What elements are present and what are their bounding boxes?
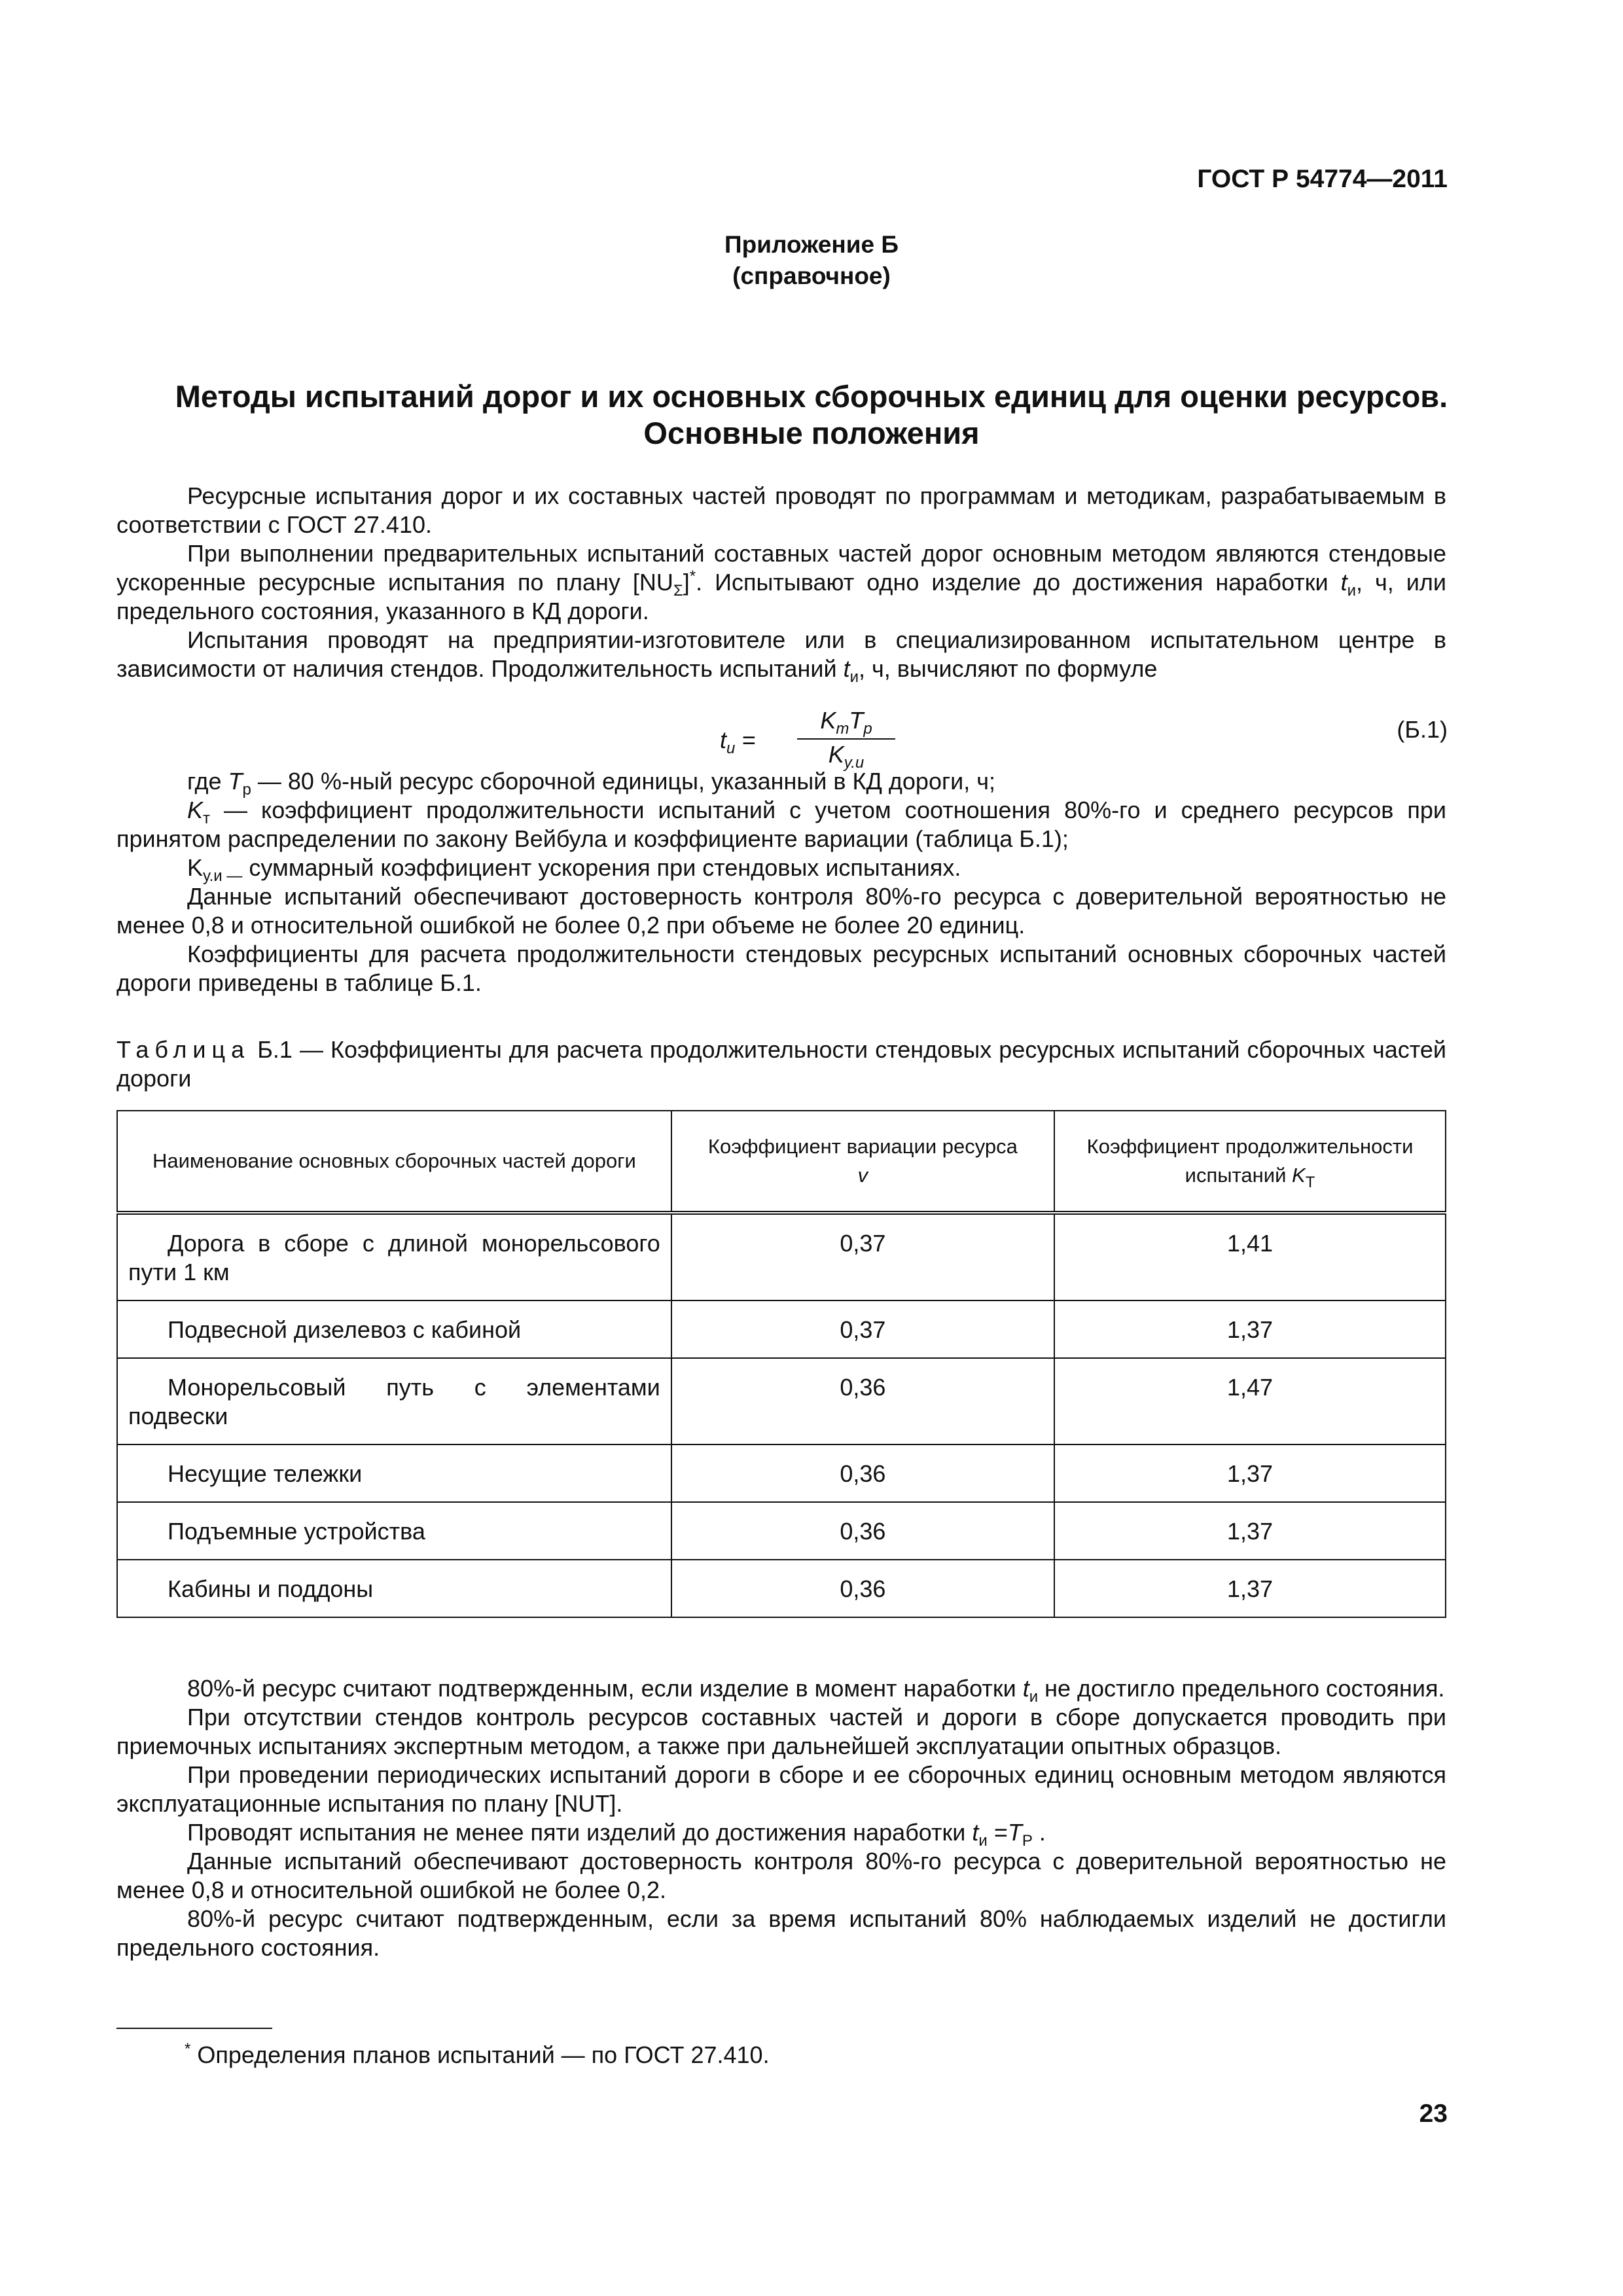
table-row	[117, 1444, 1446, 1502]
fraction-bar	[797, 738, 895, 740]
table-row	[117, 1560, 1446, 1617]
page-title: Методы испытаний дорог и их основных сборочных единиц для оценки ресурсов. Основные положения	[175, 379, 1448, 450]
paragraph: При отсутствии стендов контроль ресурсов составных частей и дороги в сборе допускается проводить при приемочных испытаниях экспертным методом, а также при дальнейшей эксплуатации опытных образцов.	[116, 1704, 1446, 1759]
table-caption: Таблица Б.1 — Коэффициенты для расчета продолжительности стендовых ресурсных испытаний сборочных частей дороги	[116, 1036, 1446, 1092]
formula-lhs: $t_и$ =	[720, 726, 756, 757]
formula-explanation	[116, 767, 1446, 997]
duration-value: 1,41	[1054, 1213, 1446, 1300]
duration-value: 1,37	[1054, 1560, 1446, 1617]
appendix-note: (справочное)	[732, 262, 891, 289]
paragraph: Испытания проводят на предприятии-изготовителе или в специализированном испытательном центре в зависимости от наличия стендов. Продолжительность испытаний $t_и$, ч, вычисляют по формуле	[116, 626, 1446, 686]
appendix-heading	[0, 229, 1623, 292]
part-name: Дорога в сборе с длиной монорельсового пути 1 км	[117, 1213, 671, 1300]
duration-value: 1,37	[1054, 1444, 1446, 1502]
table-row	[117, 1213, 1446, 1300]
paragraph: Коэффициенты для расчета продолжительности стендовых ресурсных испытаний основных сборочных частей дороги приведены в таблице Б.1.	[116, 941, 1446, 996]
appendix-label: Приложение Б	[724, 231, 899, 258]
formula-fraction	[797, 707, 895, 771]
part-name: Несущие тележки	[117, 1444, 671, 1502]
footnote: * Определения планов испытаний — по ГОСТ 27.410.	[185, 2040, 770, 2068]
footnote-separator	[116, 2028, 272, 2029]
formula-number: (Б.1)	[1397, 716, 1448, 743]
variation-value: 0,36	[671, 1444, 1054, 1502]
table-row	[117, 1300, 1446, 1358]
variation-value: 0,36	[671, 1358, 1054, 1444]
coefficients-table	[116, 1110, 1446, 1618]
table-row	[117, 1358, 1446, 1444]
kt-definition: $K_т$ — коэффициент продолжительности испытаний с учетом соотношения 80%-го и среднего ресурсов при принятом распределении по закону Вейбула и коэффициенте вариации (таблица Б.1);	[116, 797, 1446, 852]
variation-value: 0,37	[671, 1213, 1054, 1300]
variation-value: 0,37	[671, 1300, 1054, 1358]
where-line: где $T_р$ — 80 %-ный ресурс сборочной единицы, указанный в КД дороги, ч;	[187, 768, 995, 798]
paragraph: Данные испытаний обеспечивают достоверность контроля 80%-го ресурса с доверительной вероятностью не менее 0,8 и относительной ошибкой не более 0,2.	[116, 1848, 1446, 1903]
intro-text	[116, 482, 1446, 686]
paragraph: 80%-й ресурс считают подтвержденным, если за время испытаний 80% наблюдаемых изделий не достигли предельного состояния.	[116, 1905, 1446, 1961]
after-table-text	[116, 1674, 1446, 1962]
paragraph: Ресурсные испытания дорог и их составных частей проводят по программам и методикам, разрабатываемым в соответствии с ГОСТ 27.410.	[116, 482, 1446, 538]
duration-value: 1,37	[1054, 1502, 1446, 1560]
header-part-name: Наименование основных сборочных частей дороги	[117, 1111, 671, 1213]
standard-code: ГОСТ Р 54774—2011	[1197, 165, 1448, 193]
table-header-row	[117, 1111, 1446, 1213]
header-duration: Коэффициент продолжительности испытаний $K_Т$	[1054, 1111, 1446, 1213]
paragraph: При выполнении предварительных испытаний составных частей дорог основным методом являются стендовые ускоренные ресурсные испытания по плану $[NU_\Sigma]^*$. Испытывают одно изделие до достижения наработки $t_и$, ч, или предельного состояния, указанного в КД дороги.	[116, 540, 1446, 624]
ky-definition: $K_{у.и —}$ суммарный коэффициент ускорения при стендовых испытаниях.	[187, 854, 961, 885]
formula-denominator: $K_{у.и}$	[828, 741, 865, 772]
formula-numerator: $K_тT_р$	[820, 707, 872, 738]
paragraph: Данные испытаний обеспечивают достоверность контроля 80%-го ресурса с доверительной вероятностью не менее 0,8 и относительной ошибкой не более 0,2 при объеме не более 20 единиц.	[116, 883, 1446, 939]
duration-value: 1,47	[1054, 1358, 1446, 1444]
paragraph: При проведении периодических испытаний дороги в сборе и ее сборочных единиц основным методом являются эксплуатационные испытания по плану [NUT].	[116, 1761, 1446, 1817]
variation-value: 0,36	[671, 1560, 1054, 1617]
paragraph: Проводят испытания не менее пяти изделий до достижения наработки $t_и =T_Р$ .	[187, 1819, 1046, 1850]
variation-value: 0,36	[671, 1502, 1054, 1560]
part-name: Подвесной дизелевоз с кабиной	[117, 1300, 671, 1358]
duration-value: 1,37	[1054, 1300, 1446, 1358]
part-name: Монорельсовый путь с элементами подвески	[117, 1358, 671, 1444]
header-variation: Коэффициент вариации ресурса v	[671, 1111, 1054, 1213]
part-name: Кабины и поддоны	[117, 1560, 671, 1617]
paragraph: 80%-й ресурс считают подтвержденным, если изделие в момент наработки $t_и$ не достигло предельного состояния.	[187, 1675, 1445, 1706]
table-row	[117, 1502, 1446, 1560]
page-number: 23	[1419, 2100, 1448, 2128]
part-name: Подъемные устройства	[117, 1502, 671, 1560]
